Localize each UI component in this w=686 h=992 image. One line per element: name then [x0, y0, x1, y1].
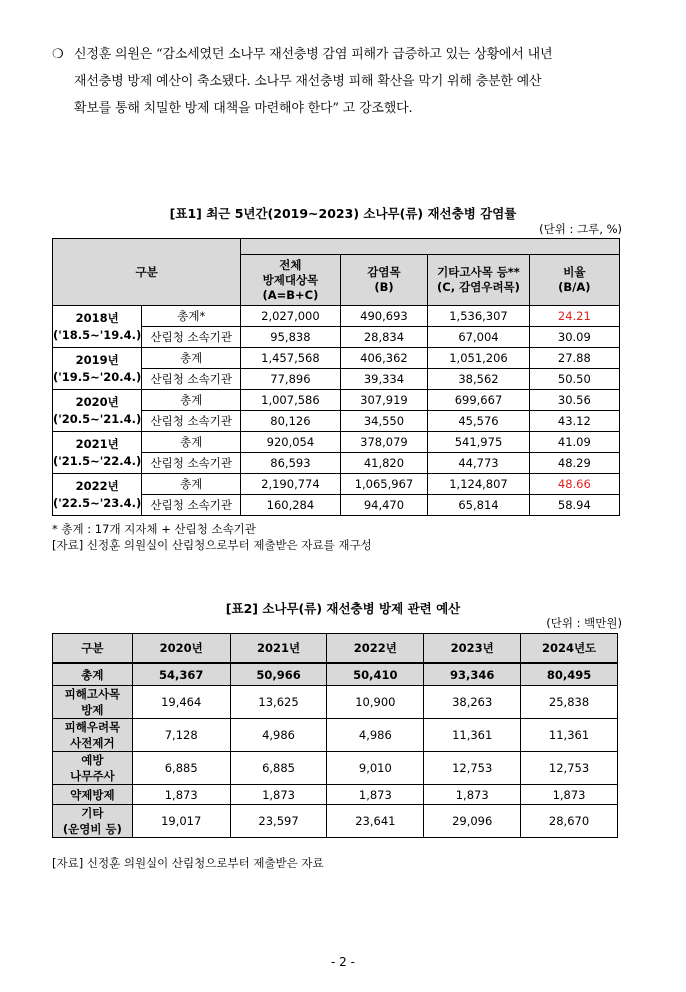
- year-label: 2021년: [75, 436, 119, 451]
- row-label: 산림청 소속기관: [142, 369, 241, 390]
- table-row: [53, 390, 620, 411]
- infected-cell: 378,079: [340, 432, 428, 453]
- row-label-line1: 피해우려목: [64, 720, 121, 734]
- total-cell: 2,190,774: [241, 474, 340, 495]
- value-cell: 28,670: [521, 805, 618, 838]
- infected-cell: 406,362: [340, 348, 428, 369]
- header-other: [428, 255, 529, 306]
- row-label: 총계: [53, 663, 133, 686]
- other-cell: 1,536,307: [428, 306, 529, 327]
- table-row: [53, 719, 618, 752]
- row-label: [53, 752, 133, 785]
- table-row: [53, 348, 620, 369]
- value-cell: 1,873: [132, 785, 230, 805]
- infected-cell: 1,065,967: [340, 474, 428, 495]
- year-label: 2022년: [75, 478, 119, 493]
- paragraph-line-2: 재선충병 방제 예산이 축소됐다. 소나무 재선충병 피해 확산을 막기 위해 충분한 예산: [74, 74, 542, 89]
- paragraph-line-3: 확보를 통해 치밀한 방제 대책을 마련해야 한다” 고 강조했다.: [74, 101, 413, 116]
- value-cell: 11,361: [424, 719, 521, 752]
- period-label: ('18.5~'19.4.): [53, 327, 142, 342]
- year-cell: [53, 390, 142, 432]
- table-row: [53, 785, 618, 805]
- header-total-line3: (A=B+C): [262, 287, 319, 302]
- value-cell: 80,495: [521, 663, 618, 686]
- row-label-line2: 방제: [81, 703, 104, 717]
- value-cell: 19,017: [132, 805, 230, 838]
- row-label-line2: 사전제거: [70, 736, 115, 750]
- row-label: [53, 805, 133, 838]
- row-label-line1: 피해고사목: [64, 687, 121, 701]
- year-label: 2018년: [75, 310, 119, 325]
- year-cell: [53, 432, 142, 474]
- row-label-line1: 기타: [81, 806, 104, 820]
- header-total-line2: 방제대상목: [262, 272, 319, 287]
- period-label: ('19.5~'20.4.): [53, 369, 142, 384]
- row-label: 총계: [142, 432, 241, 453]
- year-label: 2020년: [75, 394, 119, 409]
- row-label: 산림청 소속기관: [142, 411, 241, 432]
- value-cell: 1,873: [327, 785, 424, 805]
- value-cell: 6,885: [132, 752, 230, 785]
- row-label: 총계*: [142, 306, 241, 327]
- table2-source: [자료] 신정훈 의원실이 산림청으로부터 제출받은 자료: [52, 856, 324, 870]
- infected-cell: 490,693: [340, 306, 428, 327]
- ratio-cell: 48.29: [529, 453, 619, 474]
- value-cell: 4,986: [230, 719, 327, 752]
- column-header: 2023년: [424, 634, 521, 664]
- column-header: 2022년: [327, 634, 424, 664]
- other-cell: 541,975: [428, 432, 529, 453]
- value-cell: 9,010: [327, 752, 424, 785]
- header-infected: [340, 255, 428, 306]
- row-label: 총계: [142, 348, 241, 369]
- value-cell: 10,900: [327, 686, 424, 719]
- other-cell: 44,773: [428, 453, 529, 474]
- column-header: 2020년: [132, 634, 230, 664]
- ratio-cell: 30.56: [529, 390, 619, 411]
- year-cell: [53, 474, 142, 516]
- header-ratio-line1: 비율: [563, 265, 586, 279]
- infected-cell: 28,834: [340, 327, 428, 348]
- infected-cell: 307,919: [340, 390, 428, 411]
- year-cell: [53, 306, 142, 348]
- value-cell: 50,966: [230, 663, 327, 686]
- total-cell: 95,838: [241, 327, 340, 348]
- column-header: 구분: [53, 634, 133, 664]
- row-label-line2: (운영비 등): [62, 822, 122, 836]
- value-cell: 1,873: [424, 785, 521, 805]
- value-cell: 54,367: [132, 663, 230, 686]
- value-cell: 12,753: [521, 752, 618, 785]
- budget-table: [52, 633, 618, 838]
- table1-footnote: * 총계 : 17개 지자체 + 산림청 소속기관: [52, 522, 256, 536]
- period-label: ('21.5~'22.4.): [53, 453, 142, 468]
- table1-source: [자료] 신정훈 의원실이 산림청으로부터 제출받은 자료를 재구성: [52, 538, 372, 552]
- row-label: [53, 785, 133, 805]
- row-label: 총계: [142, 474, 241, 495]
- other-cell: 1,124,807: [428, 474, 529, 495]
- value-cell: 93,346: [424, 663, 521, 686]
- table-row: [53, 686, 618, 719]
- year-cell: [53, 348, 142, 390]
- ratio-cell: 50.50: [529, 369, 619, 390]
- body-paragraph: [52, 41, 632, 122]
- infected-cell: 94,470: [340, 495, 428, 516]
- other-cell: 38,562: [428, 369, 529, 390]
- value-cell: 1,873: [230, 785, 327, 805]
- header-total-line1: 전체: [279, 257, 302, 272]
- table2-title: [표2] 소나무(류) 재선충병 방제 관련 예산: [225, 601, 461, 616]
- table-row: [53, 805, 618, 838]
- page-number: - 2 -: [331, 955, 355, 969]
- other-cell: 67,004: [428, 327, 529, 348]
- row-label: [53, 719, 133, 752]
- header-spacer: [241, 239, 620, 255]
- total-cell: 1,457,568: [241, 348, 340, 369]
- row-label-line1: 약제방제: [70, 787, 115, 802]
- value-cell: 38,263: [424, 686, 521, 719]
- ratio-cell: 48.66: [529, 474, 619, 495]
- header-infected-line1: 감염목: [367, 265, 401, 279]
- paragraph-line-1: 신정훈 의원은 “감소세였던 소나무 재선충병 감염 피해가 급증하고 있는 상황에서 내년: [74, 47, 553, 62]
- row-label: 산림청 소속기관: [142, 495, 241, 516]
- ratio-cell: 24.21: [529, 306, 619, 327]
- header-total: [241, 255, 340, 306]
- value-cell: 6,885: [230, 752, 327, 785]
- ratio-cell: 27.88: [529, 348, 619, 369]
- column-header: 2021년: [230, 634, 327, 664]
- value-cell: 7,128: [132, 719, 230, 752]
- value-cell: 50,410: [327, 663, 424, 686]
- period-label: ('20.5~'21.4.): [53, 411, 142, 426]
- total-cell: 920,054: [241, 432, 340, 453]
- row-label: 산림청 소속기관: [142, 327, 241, 348]
- total-cell: 1,007,586: [241, 390, 340, 411]
- circle-bullet-icon: ❍: [52, 47, 64, 62]
- infected-cell: 39,334: [340, 369, 428, 390]
- value-cell: 25,838: [521, 686, 618, 719]
- ratio-cell: 30.09: [529, 327, 619, 348]
- row-label: 총계: [142, 390, 241, 411]
- header-other-line2: (C, 감염우려목): [437, 280, 520, 294]
- total-row: [53, 663, 618, 686]
- table-row: [53, 752, 618, 785]
- row-label-line2: 나무주사: [70, 769, 115, 783]
- infected-cell: 34,550: [340, 411, 428, 432]
- total-cell: 77,896: [241, 369, 340, 390]
- table-row: [53, 306, 620, 327]
- header-ratio: [529, 255, 619, 306]
- table1-title: [표1] 최근 5년간(2019∼2023) 소나무(류) 재선충병 감염률: [169, 206, 517, 221]
- row-label: [53, 686, 133, 719]
- period-label: ('22.5~'23.4.): [53, 495, 142, 510]
- value-cell: 23,641: [327, 805, 424, 838]
- other-cell: 65,814: [428, 495, 529, 516]
- header-other-line1: 기타고사목 등**: [437, 265, 520, 279]
- value-cell: 12,753: [424, 752, 521, 785]
- value-cell: 19,464: [132, 686, 230, 719]
- total-cell: 160,284: [241, 495, 340, 516]
- ratio-cell: 58.94: [529, 495, 619, 516]
- total-cell: 2,027,000: [241, 306, 340, 327]
- ratio-cell: 43.12: [529, 411, 619, 432]
- column-header: 2024년도: [521, 634, 618, 664]
- row-label: 산림청 소속기관: [142, 453, 241, 474]
- header-infected-line2: (B): [374, 280, 394, 294]
- ratio-cell: 41.09: [529, 432, 619, 453]
- value-cell: 29,096: [424, 805, 521, 838]
- year-label: 2019년: [75, 352, 119, 367]
- infection-rate-table: [52, 238, 620, 516]
- header-ratio-line2: (B/A): [558, 280, 591, 294]
- infected-cell: 41,820: [340, 453, 428, 474]
- value-cell: 1,873: [521, 785, 618, 805]
- other-cell: 45,576: [428, 411, 529, 432]
- total-cell: 86,593: [241, 453, 340, 474]
- table1-unit: (단위 : 그루, %): [539, 222, 622, 236]
- table2-unit: (단위 : 백만원): [546, 616, 622, 630]
- row-label-line1: 예방: [81, 753, 104, 767]
- value-cell: 4,986: [327, 719, 424, 752]
- value-cell: 11,361: [521, 719, 618, 752]
- value-cell: 13,625: [230, 686, 327, 719]
- other-cell: 699,667: [428, 390, 529, 411]
- total-cell: 80,126: [241, 411, 340, 432]
- other-cell: 1,051,206: [428, 348, 529, 369]
- table-row: [53, 474, 620, 495]
- table-row: [53, 432, 620, 453]
- header-category: 구분: [53, 239, 241, 306]
- value-cell: 23,597: [230, 805, 327, 838]
